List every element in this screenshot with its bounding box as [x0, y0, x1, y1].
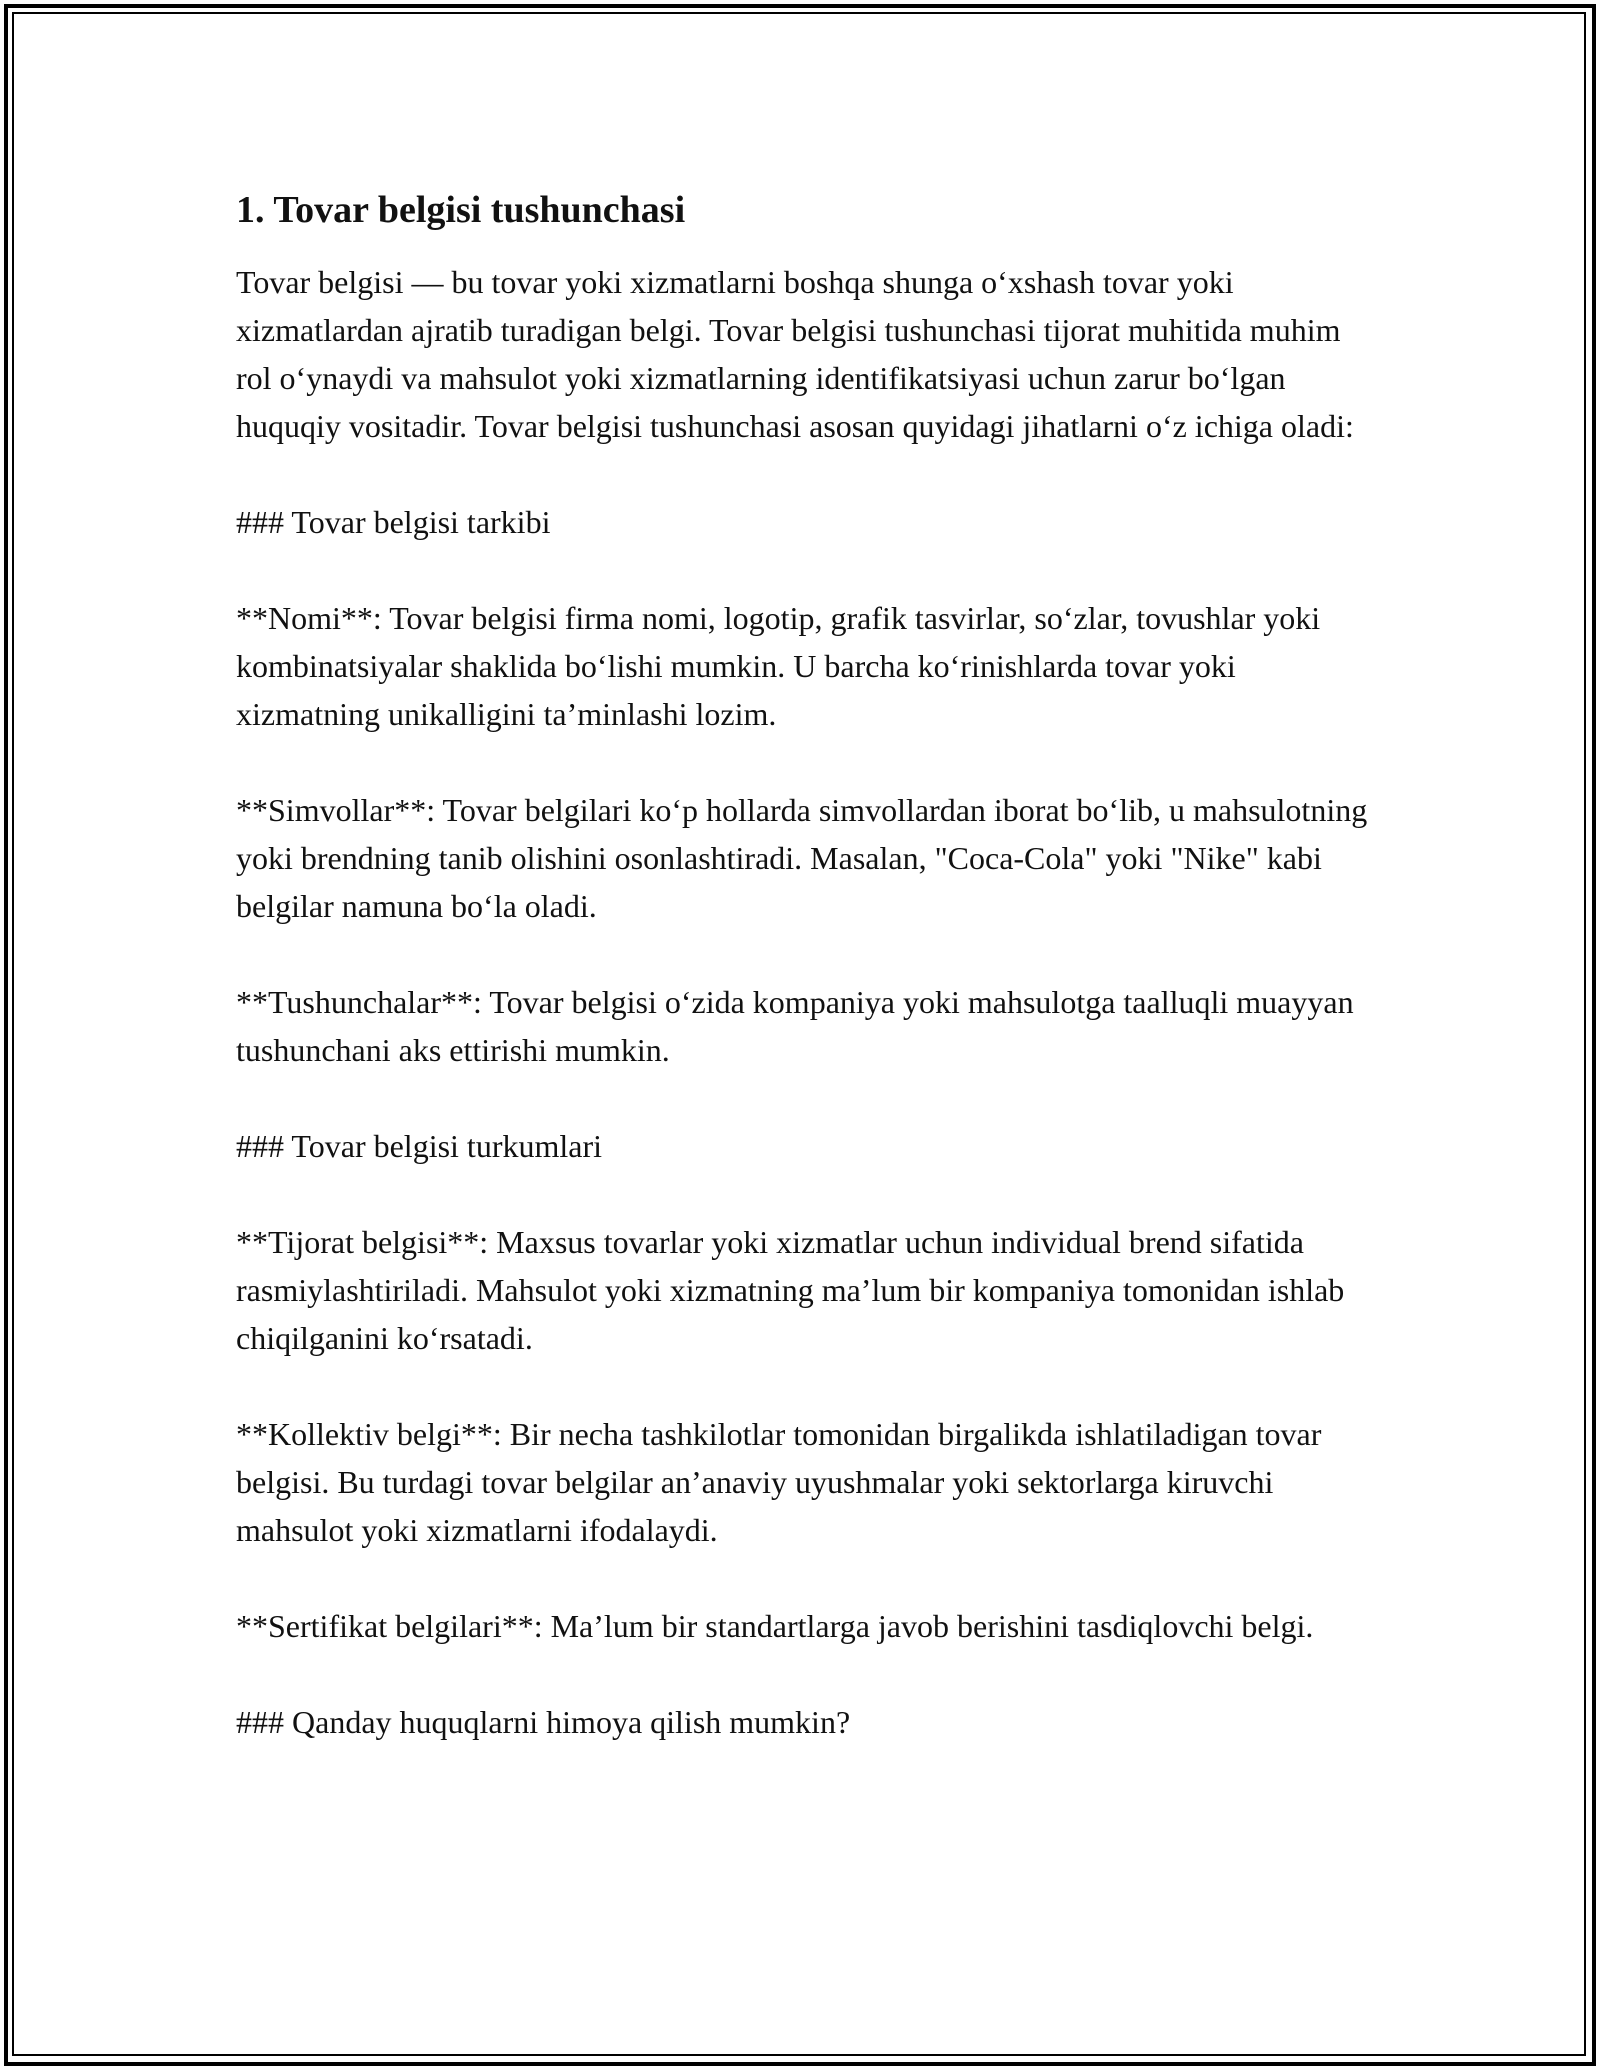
paragraph-heading-huquqlar: ### Qanday huquqlarni himoya qilish mumkin? — [236, 1704, 851, 1740]
paragraph-heading-tarkibi: ### Tovar belgisi tarkibi — [236, 504, 551, 540]
paragraph-tushunchalar: **Tushunchalar**: Tovar belgisi o‘zida kompaniya yoki mahsulotga taalluqli muayyan tushunchani aks ettirishi mumkin. — [236, 984, 1354, 1068]
paragraph-intro: Tovar belgisi — bu tovar yoki xizmatlarni boshqa shunga o‘xshash tovar yoki xizmatlardan ajratib turadigan belgi. Tovar belgisi tushunchasi tijorat muhitida muhim rol o‘ynaydi va mahsulot yoki xizmatlarning identifikatsiyasi uchun zarur bo‘lgan huquqiy vositadir. Tovar belgisi tushunchasi asosan quyidagi jihatlarni o‘z ichiga oladi: — [236, 264, 1354, 444]
paragraph-sertifikat: **Sertifikat belgilari**: Ma’lum bir standartlarga javob berishini tasdiqlovchi belgi. — [236, 1608, 1314, 1644]
paragraph-tijorat: **Tijorat belgisi**: Maxsus tovarlar yoki xizmatlar uchun individual brend sifatida rasmiylashtiriladi. Mahsulot yoki xizmatning ma’lum bir kompaniya tomonidan ishlab chiqilganini ko‘rsatadi. — [236, 1224, 1345, 1356]
paragraph-heading-turkumlari: ### Tovar belgisi turkumlari — [236, 1128, 602, 1164]
document-body — [236, 186, 1376, 1794]
paragraph-kollektiv: **Kollektiv belgi**: Bir necha tashkilotlar tomonidan birgalikda ishlatiladigan tovar belgisi. Bu turdagi tovar belgilar an’anaviy uyushmalar yoki sektorlarga kiruvchi mahsulot yoki xizmatlarni ifodalaydi. — [236, 1416, 1322, 1548]
document-title: 1. Tovar belgisi tushunchasi — [236, 189, 686, 231]
paragraph-nomi: **Nomi**: Tovar belgisi firma nomi, logotip, grafik tasvirlar, so‘zlar, tovushlar yoki kombinatsiyalar shaklida bo‘lishi mumkin. U barcha ko‘rinishlarda tovar yoki xizmatning unikalligini ta’minlashi lozim. — [236, 600, 1321, 732]
paragraph-simvollar: **Simvollar**: Tovar belgilari ko‘p hollarda simvollardan iborat bo‘lib, u mahsulotning yoki brendning tanib olishini osonlashtiradi. Masalan, "Coca-Cola" yoki "Nike" kabi belgilar namuna bo‘la oladi. — [236, 792, 1368, 924]
